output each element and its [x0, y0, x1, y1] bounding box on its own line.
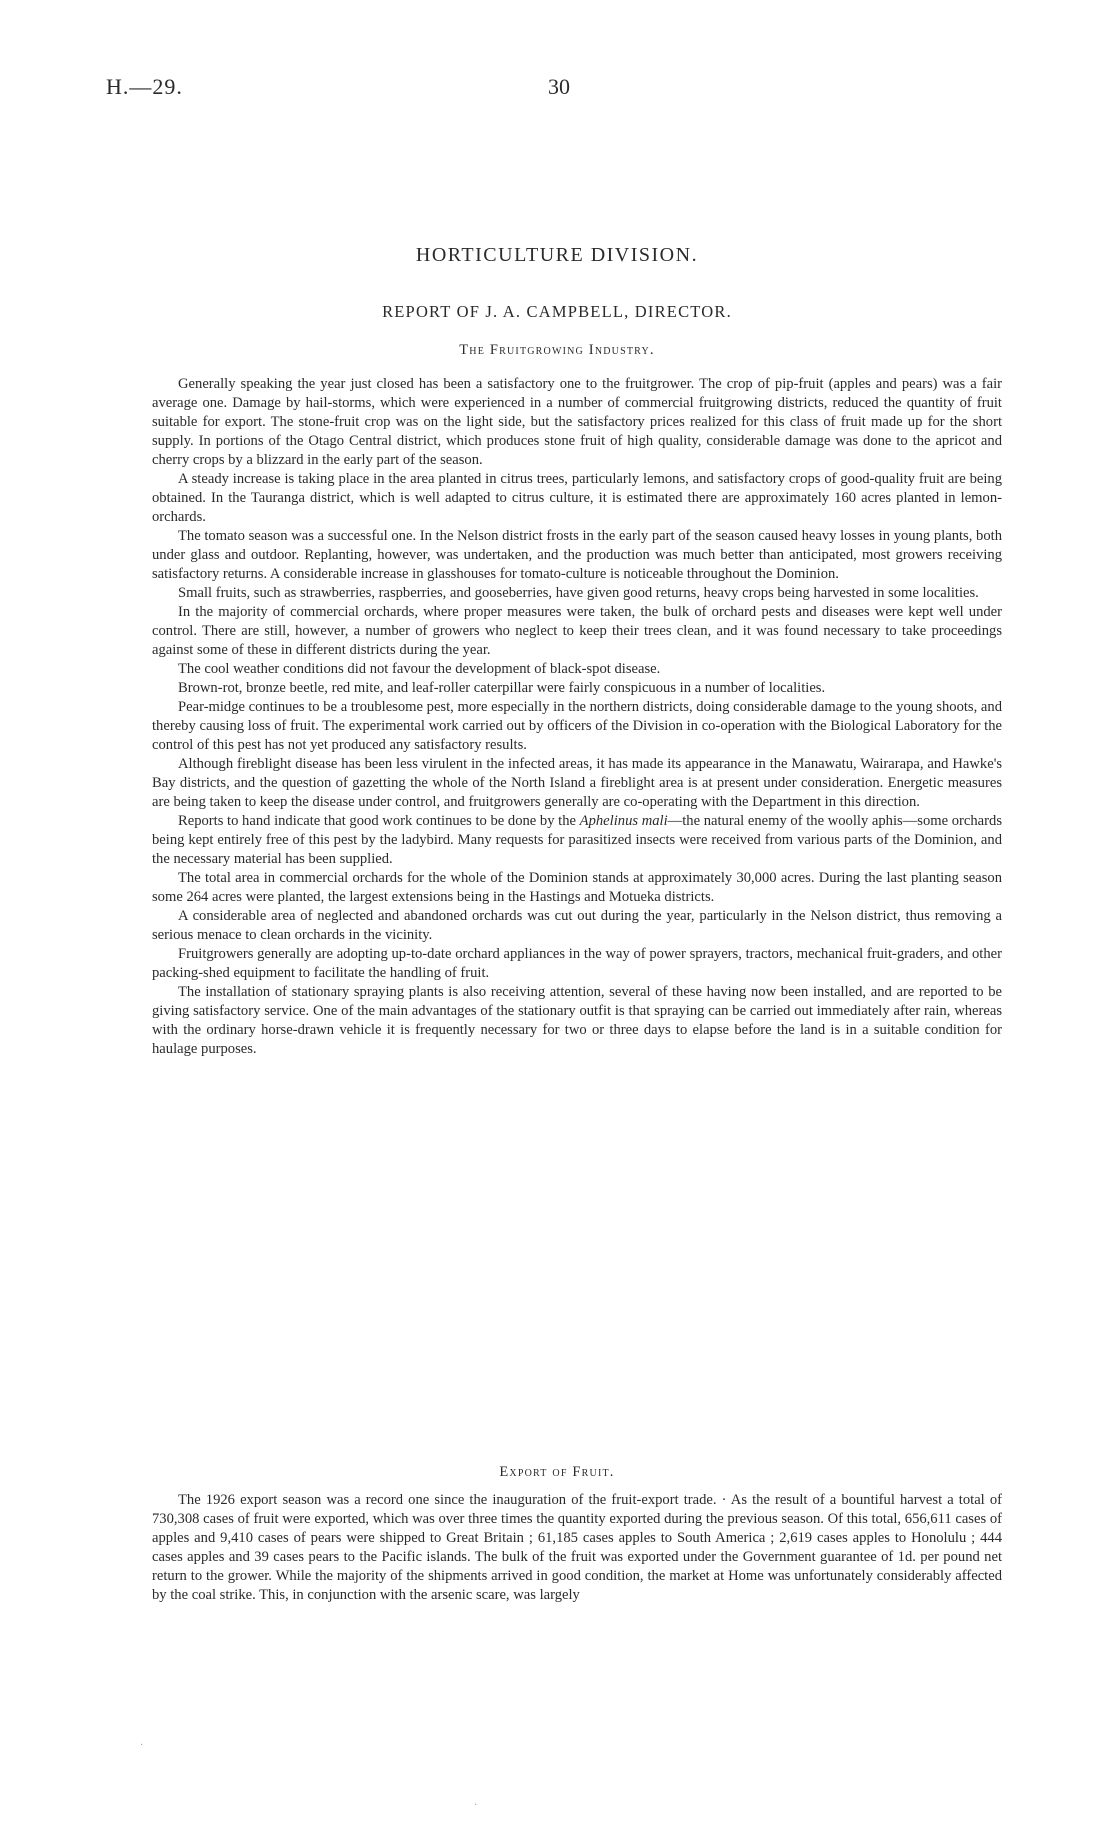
species-name: Aphelinus mali [579, 813, 668, 829]
paragraph: Pear-midge continues to be a troublesome pest, more especially in the northern districts, doing considerable damage to the young shoots, and thereby causing loss of fruit. The experimental work carried out by officers of the Division in co-operation with the Biological Laboratory for the control of this pest has not yet produced any satisfactory results. [152, 699, 1002, 753]
paragraph: A steady increase is taking place in the area planted in citrus trees, particularly lemons, and satisfactory crops of good-quality fruit are being obtained. In the Tauranga district, which is well adapted to citrus culture, it is estimated there are approximately 160 acres planted in lemon-orchards. [152, 471, 1002, 525]
paragraph: The total area in commercial orchards for the whole of the Dominion stands at approximately 30,000 acres. During the last planting season some 264 acres were planted, the largest extensions being in the Hastings and Motueka districts. [152, 870, 1002, 905]
paragraph: Small fruits, such as strawberries, raspberries, and gooseberries, have given good returns, heavy crops being harvested in some localities. [178, 585, 979, 601]
report-subtitle: REPORT OF J. A. CAMPBELL, DIRECTOR. [382, 302, 732, 321]
scan-speck: · [474, 1800, 478, 1811]
scan-speck: · [140, 1740, 144, 1751]
paragraph: A considerable area of neglected and abandoned orchards was cut out during the year, particularly in the Nelson district, thus removing a serious menace to clean orchards in the vicinity. [152, 908, 1002, 943]
paragraph-aphelinus [152, 812, 1002, 869]
paragraph: Brown-rot, bronze beetle, red mite, and leaf-roller caterpillar were fairly conspicuous in a number of localities. [178, 680, 826, 696]
section-heading-fruitgrowing: The Fruitgrowing Industry. [459, 342, 655, 358]
paragraph: Although fireblight disease has been less virulent in the infected areas, it has made its appearance in the Manawatu, Wairarapa, and Hawke's Bay districts, and the question of gazetting the whole of the North Island a fireblight area is at present under consideration. Energetic measures are being taken to keep the disease under control, and fruitgrowers generally are co-operating with the Department in this direction. [152, 756, 1002, 810]
paragraph: The 1926 export season was a record one since the inauguration of the fruit-export trade. · As the result of a bountiful harvest a total of 730,308 cases of fruit were exported, which was over three times the quantity exported during the previous season. Of this total, 656,611 cases of apples and 9,410 cases of pears were shipped to Great Britain ; 61,185 cases apples to South America ; 2,619 cases apples to Honolulu ; 444 cases apples and 39 cases pears to the Pacific islands. The bulk of the fruit was exported under the Government guarantee of 1d. per pound net return to the grower. While the majority of the shipments arrived in good condition, the market at Home was unfortunately considerably affected by the coal strike. This, in conjunction with the arsenic scare, was largely [152, 1492, 1002, 1603]
paragraph: The tomato season was a successful one. In the Nelson district frosts in the early part of the season caused heavy losses in young plants, both under glass and outdoor. Replanting, however, was undertaken, and the production was much better than anticipated, most growers receiving satisfactory returns. A considerable increase in glasshouses for tomato-culture is noticeable throughout the Dominion. [152, 528, 1002, 582]
document-reference: H.—29. [106, 74, 183, 99]
paragraph: Generally speaking the year just closed has been a satisfactory one to the fruitgrower. The crop of pip-fruit (apples and pears) was a fair average one. Damage by hail-storms, which were experienced in a number of commercial fruitgrowing districts, reduced the quantity of fruit suitable for export. The stone-fruit crop was on the light side, but the satisfactory prices realized for this class of fruit made up for the short supply. In portions of the Otago Central district, which produces stone fruit of high quality, considerable damage was done to the apricot and cherry crops by a blizzard in the early part of the season. [152, 376, 1002, 468]
paragraph: The installation of stationary spraying plants is also receiving attention, several of these having now been installed, and are reported to be giving satisfactory service. One of the main advantages of the stationary outfit is that spraying can be carried out immediately after rain, whereas with the ordinary horse-drawn vehicle it is frequently necessary for two or three days to elapse before the land is in a suitable condition for haulage purposes. [152, 984, 1002, 1057]
paragraph: Fruitgrowers generally are adopting up-to-date orchard appliances in the way of power sprayers, tractors, mechanical fruit-graders, and other packing-shed equipment to facilitate the handling of fruit. [152, 946, 1002, 981]
section-body-export [152, 1491, 1002, 1605]
text-run: —the natural enemy of the woolly aphis—some orchards being kept entirely free of this pest by the ladybird. Many requests for parasitized insects were received from various parts of the Dominion, and the necessary material has been supplied. [152, 813, 1002, 867]
text-run: Reports to hand indicate that good work continues to be done by the [178, 813, 580, 829]
page-number: 30 [548, 74, 570, 99]
division-title: HORTICULTURE DIVISION. [415, 244, 699, 266]
paragraph: The cool weather conditions did not favour the development of black-spot disease. [178, 661, 661, 677]
paragraph: In the majority of commercial orchards, where proper measures were taken, the bulk of orchard pests and diseases were kept well under control. There are still, however, a number of growers who neglect to keep their trees clean, and it was found necessary to take proceedings against some of these in different districts during the year. [152, 604, 1002, 658]
section-body-fruitgrowing [152, 375, 1002, 1059]
section-heading-export: Export of Fruit. [499, 1464, 615, 1480]
